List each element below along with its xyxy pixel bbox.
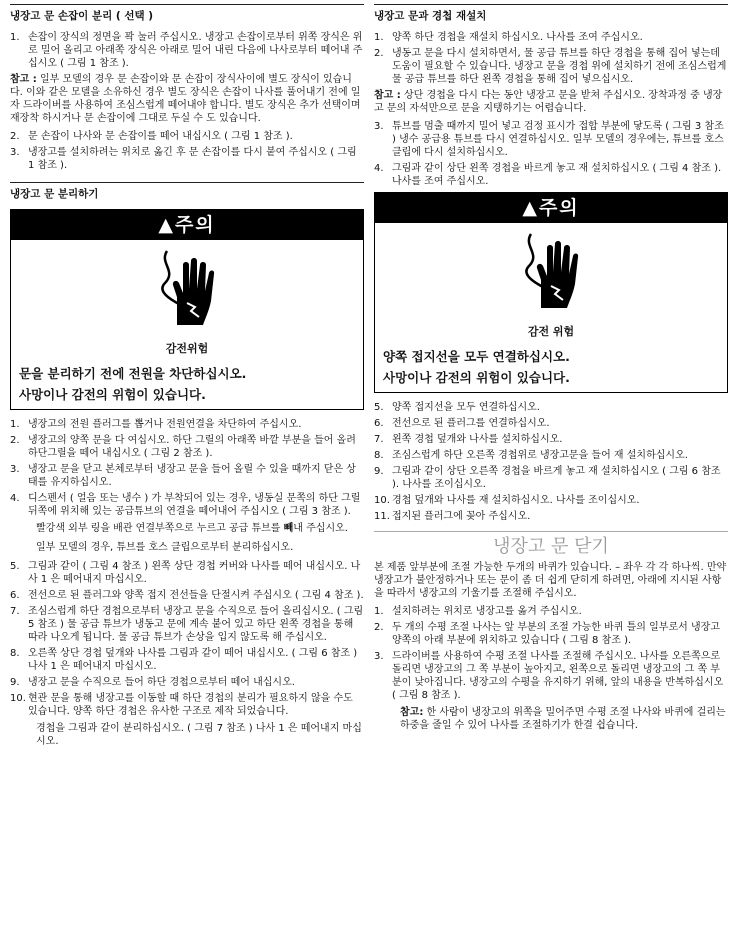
caution-line: 사망이나 감전의 위험이 있습니다. [383, 370, 570, 385]
list-item: 9. 그림과 같이 상단 오른쪽 경첩을 바르게 놓고 재 설치하십시오 ( 그림 6 참조 ). 나사를 조이십시오. [374, 466, 721, 490]
divider [374, 531, 728, 532]
list-item: 1. 손잡이 장식의 정면을 꽉 눌러 주십시오. 냉장고 손잡이로부터 위쪽 장식은 위로 밀어 올리고 아래쪽 장식은 아래로 밀어 내린 다음에 나사로부터 떼어내 주십시오 ( 그림 1 참조 ). [10, 32, 363, 69]
list-item: 7. 왼쪽 경첩 덮개와 나사를 설치하십시오. [374, 434, 563, 445]
list-item: 3. 냉장고를 설치하려는 위치로 옮긴 후 문 손잡이를 다시 붙여 주십시오 ( 그림 1 참조 ). [10, 147, 357, 171]
intro-paragraph: 본 제품 앞부분에 조절 가능한 두개의 바퀴가 있습니다. – 좌우 각 각 하나씩. 만약 냉장고가 불안정하거나 또는 문이 좀 더 쉽게 닫히게 하려면, 아래에 지시된 사항을 따라서 냉장고의 기울기를 조절해 주십시오. [374, 562, 727, 599]
list-item: 5. 그림과 같이 ( 그림 4 참조 ) 왼쪽 상단 경첩 커버와 나사를 떼어 내십시오. 나사 1 은 떼어내지 마십시오. [10, 561, 361, 585]
list-item: 7. 조심스럽게 하단 경첩으로부터 냉장고 문을 수직으로 들어 올리십시오. ( 그림 5 참조 ) 물 공급 튜브가 냉동고 문에 계속 붙어 있고 하단 왼쪽 경첩을 통해 따라 나오게 됩니다. 물 공급 튜브가 손상을 입지 않도록 해 주십시오. [10, 606, 364, 643]
list-item: 9. 냉장고 문을 수직으로 들어 하단 경첩으로부터 떼어 내십시오. [10, 677, 295, 688]
caution-line: 문을 분리하기 전에 전원을 차단하십시오. [19, 366, 247, 381]
list-item: 1. 설치하려는 위치로 냉장고를 옮겨 주십시오. [374, 606, 582, 617]
list-item: 5. 양쪽 접지선을 모두 연결하십시오. [374, 402, 540, 413]
list-item: 1. 냉장고의 전원 플러그를 뽑거나 전원연결을 차단하여 주십시오. [10, 419, 302, 430]
caution-header: ▲주의 [11, 210, 363, 240]
list-item: 8. 오른쪽 상단 경첩 덮개와 나사를 그림과 같이 떼어 내십시오. ( 그림 6 참조 ) 나사 1 은 떼어내지 마십시오. [10, 648, 358, 672]
electric-shock-hand-icon [375, 223, 727, 319]
list-item: 4. 그림과 같이 상단 왼쪽 경첩을 바르게 놓고 재 설치하십시오 ( 그림 4 참조 ). 나사를 조여 주십시오. [374, 163, 722, 187]
list-item: 4. 디스펜서 ( 얼음 또는 냉수 ) 가 부착되어 있는 경우, 냉동실 문쪽의 하단 그릴 뒤쪽에 위치해 있는 공급튜브의 연결을 떼어내어 주십시오 ( 그림 3 참조 ). [10, 493, 361, 517]
section-title-door-removal: 냉장고 문 분리하기 [10, 182, 364, 201]
list-item: 10. 현관 문을 통해 냉장고를 이동할 때 하단 경첩의 분리가 필요하지 않을 수도 있습니다. 양쪽 하단 경첩은 유사한 구조로 제작 되었습니다. [10, 693, 353, 717]
list-item: 1. 양쪽 하단 경첩을 재설치 하십시오. 나사를 조여 주십시오. [374, 32, 643, 43]
list-item: 11. 접지된 플러그에 꽂아 주십시오. [374, 511, 531, 522]
list-item: 2. 두 개의 수평 조절 나사는 앞 부분의 조절 가능한 바퀴 틀의 일부로서 냉장고 양쪽의 아래 부분에 위치하고 있습니다 ( 그림 8 참조 ). [374, 622, 720, 646]
caution-title: 감전위험 [165, 342, 209, 355]
caution-line: 사망이나 감전의 위험이 있습니다. [19, 387, 206, 402]
note-paragraph: 참고 : 상단 경첩을 다시 다는 동안 냉장고 문을 받쳐 주십시오. 장착과정 중 냉장고 문의 자석만으로 문을 지탱하기는 어렵습니다. [374, 90, 723, 114]
caution-header: ▲주의 [375, 193, 727, 223]
section-title-reinstall: 냉장고 문과 경첩 재설치 [374, 4, 728, 23]
sub-paragraph: 빨강색 외부 링을 배관 연결부쪽으로 누르고 공급 튜브를 빼내 주십시오. [36, 523, 348, 534]
sub-paragraph: 경첩을 그림과 같이 분리하십시오. ( 그림 7 참조 ) 나사 1 은 떼어내지 마십시오. [36, 723, 362, 747]
caution-box [10, 209, 364, 410]
list-item: 3. 튜브를 멈출 때까지 밀어 넣고 검정 표시가 접합 부분에 닿도록 ( 그림 3 참조 ) 냉수 공급용 튜브를 다시 연결하십시오. 일부 모델의 경우에는, 튜브를 호스 클립에 다시 설치하십시오. [374, 121, 724, 158]
left-column [10, 4, 364, 754]
caution-box [374, 192, 728, 393]
note-paragraph: 참고: 한 사람이 냉장고의 위쪽을 밀어주면 수평 조절 나사와 바퀴에 걸리는 하중을 줄일 수 있어 나사를 조절하기가 한결 쉽습니다. [400, 707, 726, 731]
list-item: 10. 경첩 덮개와 나사를 재 설치하십시오. 나사를 조이십시오. [374, 495, 640, 506]
list-item: 3. 드라이버를 사용하여 수평 조절 나사를 조절해 주십시오. 나사를 오른쪽으로 돌리면 냉장고의 그 쪽 부분이 높아지고, 왼쪽으로 돌리면 냉장고의 그 쪽 부분이 낮아집니다. 냉장고의 수평을 유지하기 위해, 앞의 내용을 반복하십시오 ( 그림 8 참조 ). [374, 651, 724, 701]
list-item: 3. 냉장고 문을 닫고 본체로부터 냉장고 문을 들어 올릴 수 있을 때까지 닫은 상태를 유지하십시오. [10, 464, 356, 488]
electric-shock-hand-icon [11, 240, 363, 336]
list-item: 6. 전선으로 된 플러그와 양쪽 접지 전선들을 단절시켜 주십시오 ( 그림 4 참조 ). [10, 590, 364, 601]
list-item: 2. 문 손잡이 나사와 문 손잡이를 떼어 내십시오 ( 그림 1 참조 ). [10, 131, 293, 142]
note-paragraph: 참고 : 일부 모델의 경우 문 손잡이와 문 손잡이 장식사이에 별도 장식이 있습니다. 이와 같은 모델을 소유하신 경우 별도 장식은 손잡이 나사를 풀어내기 전에 일자 드라이버를 사용하여 조심스럽게 떼어내야 합니다. 별도 장식은 추가 선택이며 재장착 하시거나 문 손잡이에 그대로 두실 수 도 있습니다. [10, 74, 361, 124]
section-title-handle-removal: 냉장고 문 손잡이 분리 ( 선택 ) [10, 4, 364, 23]
right-column [374, 4, 728, 738]
list-item: 2. 냉동고 문을 다시 설치하면서, 물 공급 튜브를 하단 경첩을 통해 집어 넣는데 도움이 필요할 수 있습니다. 냉장고 문을 경첩 위에 설치하기 전에 조심스럽게 물 공급 튜브를 하단 왼쪽 경첩을 통해 집어 넣으십시오. [374, 48, 727, 85]
list-item: 6. 전선으로 된 플러그를 연결하십시오. [374, 418, 550, 429]
caution-title: 감전 위험 [527, 325, 575, 338]
sub-paragraph: 일부 모델의 경우, 튜브를 호스 클립으로부터 분리하십시오. [36, 542, 294, 553]
section-title-closing: 냉장고 문 닫기 [493, 536, 609, 557]
list-item: 2. 냉장고의 양쪽 문을 다 여십시오. 하단 그릴의 아래쪽 바깥 부분을 들어 올려 하단그릴을 떼어 내십시오 ( 그림 2 참조 ). [10, 435, 356, 459]
caution-line: 양쪽 접지선을 모두 연결하십시오. [383, 349, 570, 364]
list-item: 8. 조심스럽게 하단 오른쪽 경첩위로 냉장고문을 들어 재 설치하십시오. [374, 450, 688, 461]
